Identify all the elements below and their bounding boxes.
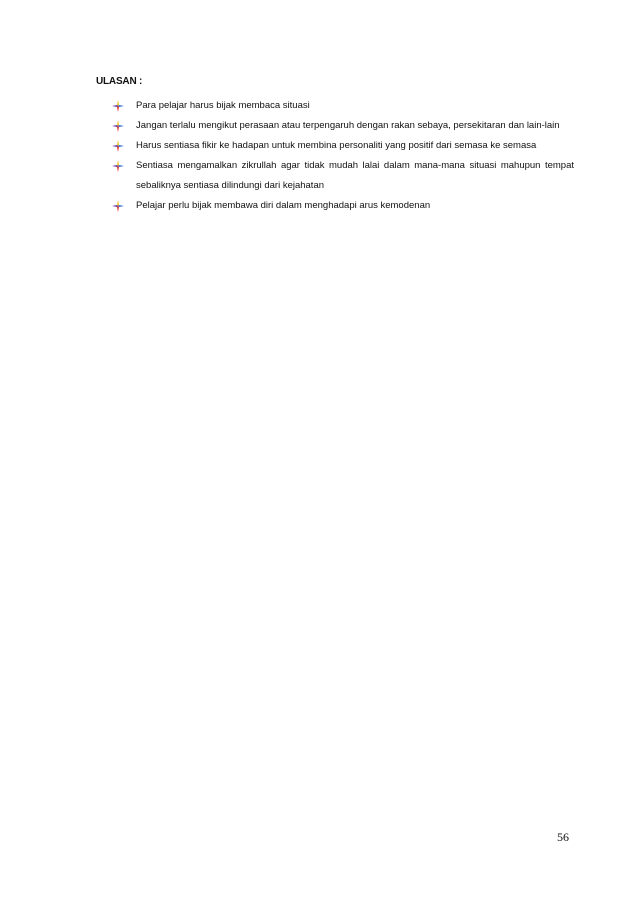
list-item [112,116,574,136]
list-item-text: Pelajar perlu bijak membawa diri dalam menghadapi arus kemodenan [136,200,431,211]
sparkle-bullet-icon [112,120,124,132]
list-item-text: Jangan terlalu mengikut perasaan atau terpengaruh dengan rakan sebaya, persekitaran dan lain-lain [136,120,560,131]
list-item [112,196,574,216]
sparkle-bullet-icon [112,140,124,152]
sparkle-bullet-icon [112,200,124,212]
review-list [112,96,574,216]
list-item [112,96,574,116]
list-item-text: Harus sentiasa fikir ke hadapan untuk membina personaliti yang positif dari semasa ke semasa [136,140,537,151]
sparkle-bullet-icon [112,160,124,172]
section-heading: ULASAN : [96,76,143,87]
list-item-text: Sentiasa mengamalkan zikrullah agar tidak mudah lalai dalam mana-mana situasi mahupun tempat sebaliknya sentiasa dilindungi dari kejahatan [136,160,574,191]
list-item-text: Para pelajar harus bijak membaca situasi [136,100,310,111]
list-item [112,136,574,156]
list-item [112,156,574,196]
sparkle-bullet-icon [112,100,124,112]
page-number: 56 [557,830,569,844]
